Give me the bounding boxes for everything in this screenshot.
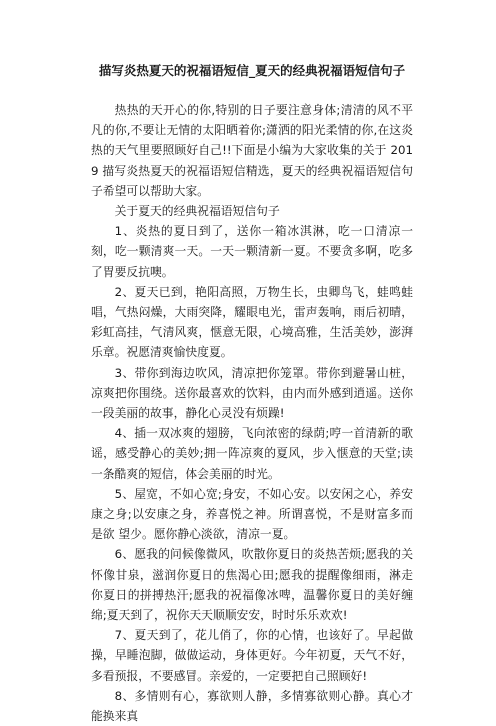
list-item: 6、愿我的问候像微风，吹散你夏日的炎热苦烦;愿我的关怀像甘泉，滋润你夏日的焦渴心田;愿我的提醒像细雨，淋走你夏日的拼搏热汗;愿我的祝福像冰啤，温馨你夏日的美好缠绵;夏天到了，祝你天天顺顺安安，时时乐乐欢欢! (91, 547, 413, 623)
intro-paragraph: 热热的天开心的你,特别的日子要注意身体;清清的风不平凡的你,不要让无情的太阳晒着你;潇洒的阳光柔情的你,在这炎热的天气里要照顾好自己!!下面是小编为大家收集的关于 2019 描写炎热夏天的祝福语短信精选，夏天的经典祝福语短信句子希望可以帮助大家。 (91, 103, 413, 198)
list-item: 1、炎热的夏日到了，送你一箱冰淇淋，吃一口清凉一刻，吃一颗清爽一天。一天一颗清新一夏。不要贪多啊，吃多了胃要反抗噢。 (91, 224, 413, 279)
list-item: 4、插一双冰爽的翅膀，飞向浓密的绿荫;哼一首清新的歌谣，感受静心的美妙;拥一阵凉爽的夏风，步入惬意的天堂;读一条酷爽的短信，体会美丽的时光。 (91, 426, 413, 481)
list-item: 3、带你到海边吹风，清凉把你笼罩。带你到避暑山桩，凉爽把你围绕。送你最喜欢的饮料，由内而外感到逍遥。送你一段美丽的故事，静化心灵没有烦躁! (91, 365, 413, 421)
list-item: 8、多情则有心，寡欲则人静，多情寡欲则心静。真心才能换来真 (91, 688, 413, 724)
list-item: 2、夏天已到，艳阳高照，万物生长，虫卿鸟飞，蛙鸣蛙唱，气热闷燥，大雨突降，耀眼电光，雷声轰响，雨后初晴，彩虹高挂，气清风爽，惬意无限，心境高雅，生活美妙，澎湃乐章。祝愿清爽愉快度夏。 (91, 284, 413, 360)
list-item: 5、屋宽，不如心宽;身安，不如心安。以安闲之心，养安康之身;以安康之身，养喜悦之神。所谓喜悦，不是财富多而是欲 望少。愿你静心淡欲，清凉一夏。 (91, 486, 413, 542)
list-item: 7、夏天到了，花儿俏了，你的心情，也该好了。早起做操，早睡泡脚，做做运动，身体更好。今年初夏，天气不好，多看预报，不要感冒。亲爱的，一定要把自己照顾好! (91, 628, 413, 683)
section-heading: 关于夏天的经典祝福语短信句子 (114, 204, 280, 219)
document-title: 描写炎热夏天的祝福语短信_夏天的经典祝福语短信句子 (98, 63, 406, 78)
